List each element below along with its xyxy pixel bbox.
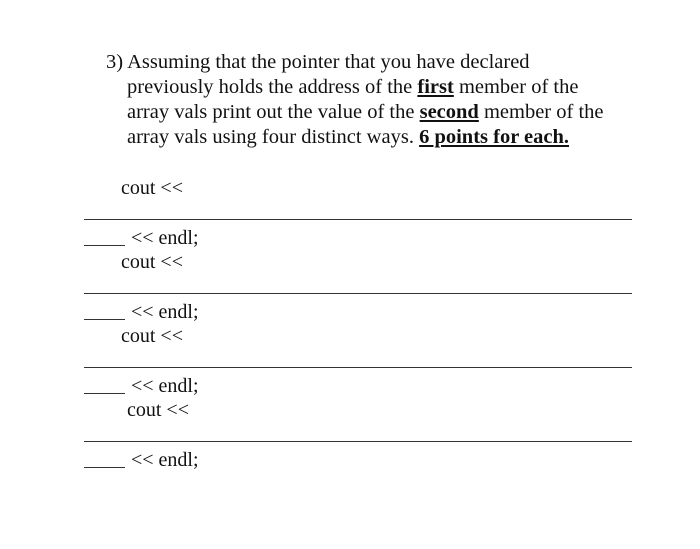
question-number: 3)	[106, 51, 124, 73]
question-line-4: array vals using four distinct ways. 6 points for each.	[127, 126, 570, 148]
cout-label: cout <<	[121, 177, 183, 199]
endl-label: << endl;	[131, 301, 199, 323]
answer-line[interactable]	[84, 293, 632, 294]
emphasis-first: first	[417, 76, 454, 98]
answer-blank[interactable]	[84, 319, 125, 320]
answer-line[interactable]	[84, 367, 632, 368]
question-line-2: previously holds the address of the first member of the	[127, 76, 579, 98]
points-note: 6 points for each.	[419, 126, 570, 148]
answer-line[interactable]	[84, 441, 632, 442]
question-line-3: array vals print out the value of the second member of the	[127, 101, 604, 123]
endl-label: << endl;	[131, 449, 199, 471]
cout-label: cout <<	[121, 251, 183, 273]
question-line-1: 3) Assuming that the pointer that you have declared	[106, 51, 530, 73]
emphasis-second: second	[419, 101, 479, 123]
cout-label: cout <<	[127, 399, 189, 421]
question-text	[106, 50, 666, 150]
answer-blank[interactable]	[84, 393, 125, 394]
answer-line[interactable]	[84, 219, 632, 220]
endl-label: << endl;	[131, 375, 199, 397]
cout-label: cout <<	[121, 325, 183, 347]
endl-label: << endl;	[131, 227, 199, 249]
answer-blank[interactable]	[84, 245, 125, 246]
answer-blank[interactable]	[84, 467, 125, 468]
